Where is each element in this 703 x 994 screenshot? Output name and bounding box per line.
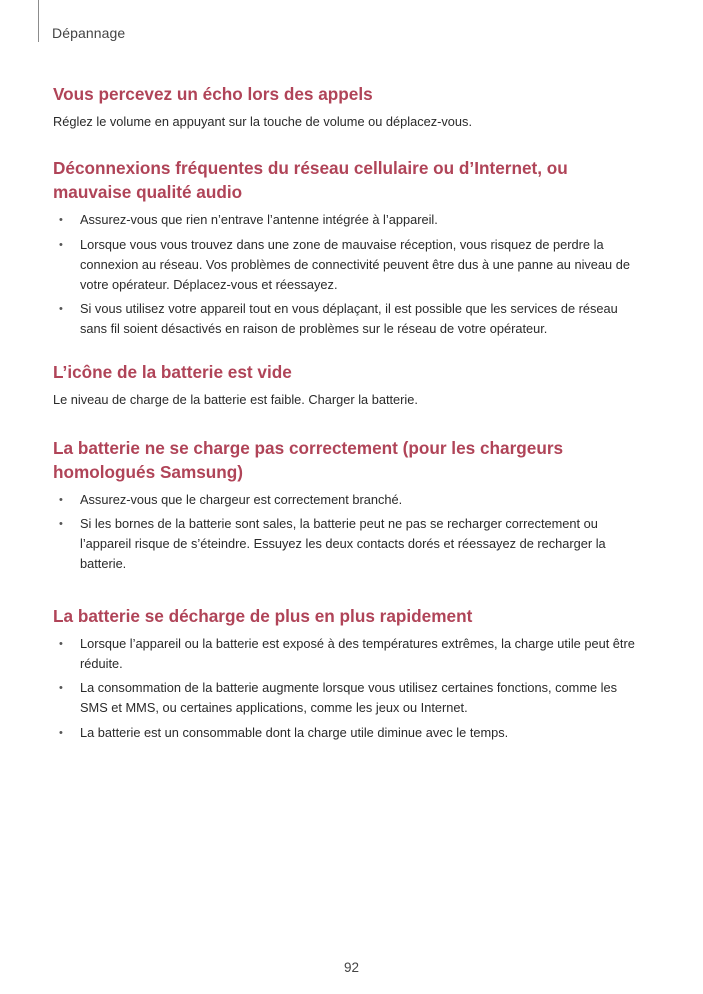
bullet-list	[53, 210, 648, 339]
section-battery-icon-empty	[53, 360, 648, 410]
bullet-icon: •	[59, 214, 63, 226]
bullet-icon: •	[59, 493, 63, 506]
list-item: • Si les bornes de la batterie sont sales, la batterie peut ne pas se recharger correctement ou l’appareil risque de s’éteindre. Essuyez les deux contacts dorés et réessayez de recharger la batterie.	[59, 516, 606, 571]
section-heading: Déconnexions fréquentes du réseau cellulaire ou d’Internet, ou mauvaise qualité audio	[53, 158, 568, 202]
list-item: • La consommation de la batterie augmente lorsque vous utilisez certaines fonctions, comme les SMS et MMS, ou certaines applications, comme les jeux ou Internet.	[59, 680, 618, 715]
bullet-list	[53, 490, 648, 575]
section-paragraph: Réglez le volume en appuyant sur la touche de volume ou déplacez-vous.	[53, 114, 472, 129]
list-item: • Si vous utilisez votre appareil tout en vous déplaçant, il est possible que les services de réseau sans fil soient désactivés en raison de problèmes sur le réseau de votre opérateur.	[59, 301, 618, 336]
bullet-list	[53, 634, 648, 743]
section-heading: La batterie se décharge de plus en plus rapidement	[53, 605, 473, 626]
page-number: 92	[343, 960, 360, 975]
bullet-icon: •	[59, 518, 63, 530]
section-heading: Vous percevez un écho lors des appels	[53, 84, 373, 104]
section-battery-draining	[53, 604, 648, 743]
section-heading: La batterie ne se charge pas correctement (pour les chargeurs homologués Samsung)	[53, 437, 564, 482]
list-item: • Lorsque vous vous trouvez dans une zone de mauvaise réception, vous risquez de perdre la connexion au réseau. Vos problèmes de connectivité peuvent être dus à une panne au niveau de votre opérateur. Déplacez-vous et réessayez.	[59, 236, 630, 292]
bullet-icon: •	[59, 637, 63, 650]
header-divider	[38, 0, 39, 42]
section-echo-calls	[53, 82, 648, 132]
bullet-icon: •	[59, 303, 63, 315]
list-item: • La batterie est un consommable dont la charge utile diminue avec le temps.	[53, 723, 648, 743]
bullet-icon: •	[59, 682, 63, 694]
section-paragraph: Le niveau de charge de la batterie est faible. Charger la batterie.	[53, 391, 418, 407]
bullet-icon: •	[59, 238, 63, 251]
bullet-icon: •	[59, 726, 63, 739]
page-content	[53, 82, 648, 747]
list-item: • Lorsque l’appareil ou la batterie est exposé à des températures extrêmes, la charge utile peut être réduite.	[59, 635, 635, 671]
list-item: • Assurez-vous que le chargeur est correctement branché.	[53, 490, 648, 510]
list-item: • Assurez-vous que rien n’entrave l’antenne intégrée à l’appareil.	[53, 210, 648, 230]
section-network-disconnections	[53, 156, 648, 339]
section-heading: L’icône de la batterie est vide	[53, 361, 292, 382]
section-battery-not-charging	[53, 436, 648, 575]
page-header-title: Dépannage	[52, 25, 126, 41]
